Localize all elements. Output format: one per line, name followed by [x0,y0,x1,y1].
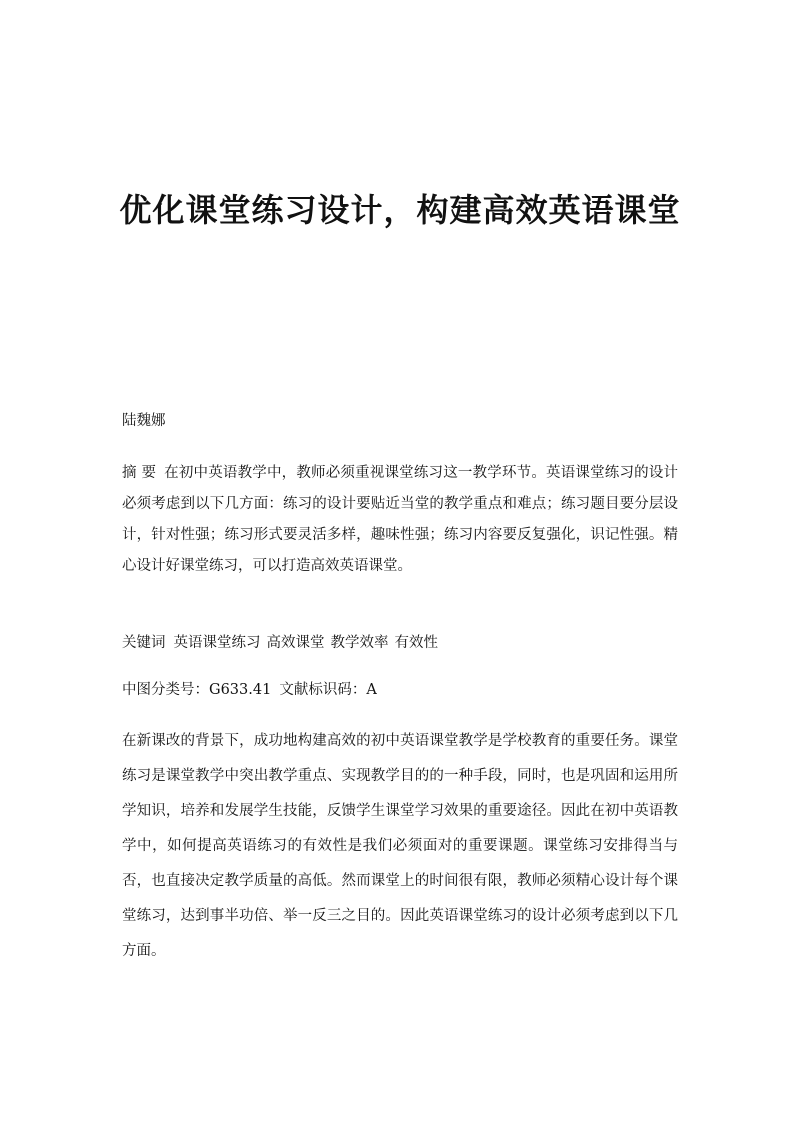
doc-code-value: A [366,682,377,698]
author-name: 陆魏娜 [122,413,166,429]
keywords-label: 关键词 [122,635,166,651]
abstract-paragraph [122,458,678,582]
doc-code-label: 文献标识码： [279,682,367,698]
keyword: 有效性 [394,635,438,651]
article-title: 优化课堂练习设计，构建高效英语课堂 [119,191,681,229]
body-paragraph: 在新课改的背景下，成功地构建高效的初中英语课堂教学是学校教育的重要任务。课堂练习是课堂教学中突出教学重点、实现教学目的的一种手段，同时，也是巩固和运用所学知识，培养和发展学生技能，反馈学生课堂学习效果的重要途径。因此在初中英语教学中，如何提高英语练习的有效性是我们必须面对的重要课题。课堂练习安排得当与否，也直接决定教学质量的高低。然而课堂上的时间很有限，教师必须精心设计每个课堂练习，达到事半功倍、举一反三之目的。因此英语课堂练习的设计必须考虑到以下几方面。 [122,733,678,959]
abstract-text: 在初中英语教学中，教师必须重视课堂练习这一教学环节。英语课堂练习的设计必须考虑到以下几方面：练习的设计要贴近当堂的教学重点和难点；练习题目要分层设计，针对性强；练习形式要灵活多样，趣味性强；练习内容要反复强化，识记性强。精心设计好课堂练习，可以打造高效英语课堂。 [122,465,679,574]
keyword: 高效课堂 [266,635,325,651]
classification-line [122,678,678,702]
clc-value: G633.41 [209,682,272,698]
clc-label: 中图分类号： [122,682,209,698]
keywords-line [122,631,678,655]
keyword: 英语课堂练习 [173,635,261,651]
keyword: 教学效率 [330,635,389,651]
abstract-label: 摘 要 [122,465,157,481]
